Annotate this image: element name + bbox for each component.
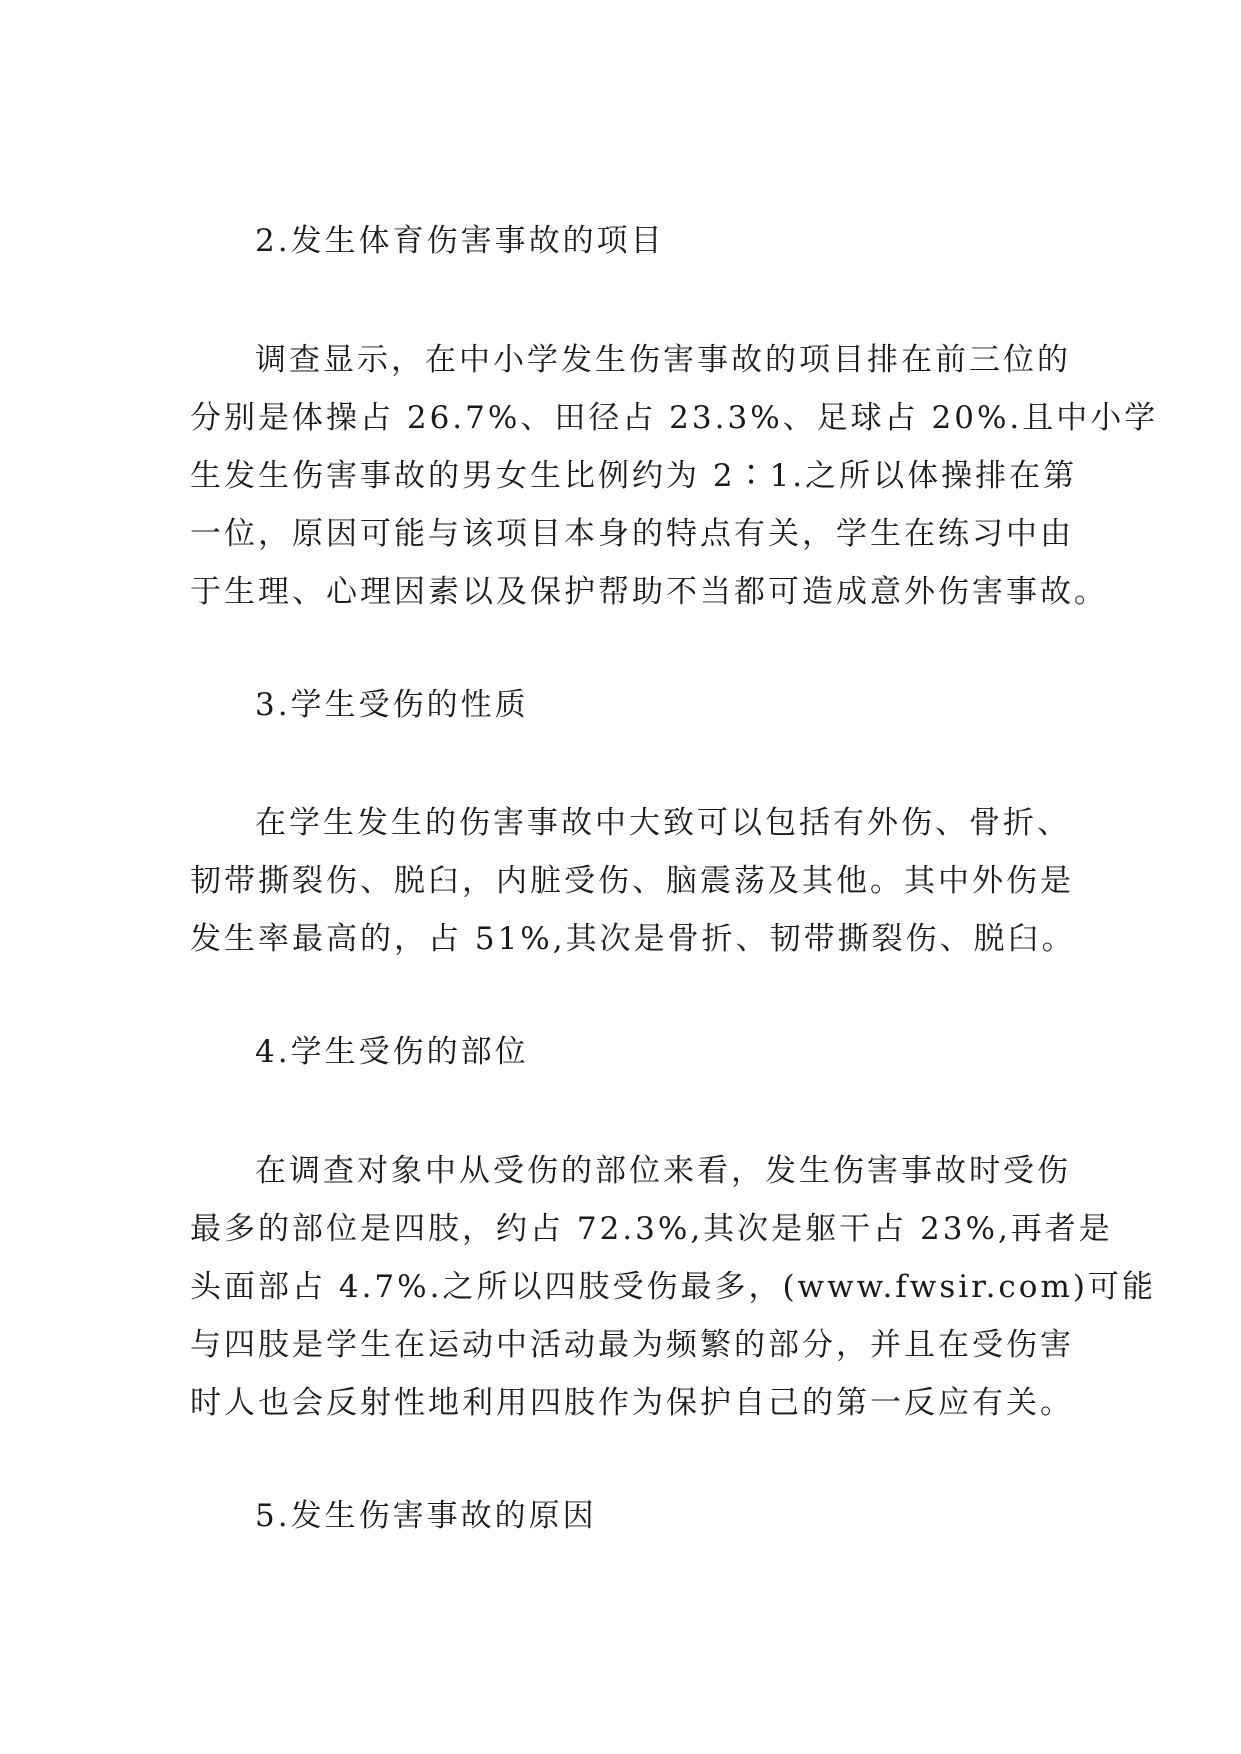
paragraph-line: 与四肢是学生在运动中活动最为频繁的部分，并且在受伤害 [190,1327,1074,1363]
paragraph-line: 于生理、心理因素以及保护帮助不当都可造成意外伤害事故。 [190,574,1108,610]
paragraph-line: 在调查对象中从受伤的部位来看，发生伤害事故时受伤 [255,1153,1071,1189]
paragraph-line: 分别是体操占 26.7%、田径占 23.3%、足球占 20%.且中小学 [190,400,1159,436]
section-heading-2: 2.发生体育伤害事故的项目 [255,223,665,259]
section-heading-3: 3.学生受伤的性质 [255,687,529,723]
paragraph-line: 时人也会反射性地利用四肢作为保护自己的第一反应有关。 [190,1385,1074,1421]
section-heading-4: 4.学生受伤的部位 [255,1034,529,1070]
paragraph-line: 一位，原因可能与该项目本身的特点有关，学生在练习中由 [190,516,1074,552]
paragraph-line: 发生率最高的，占 51%,其次是骨折、韧带撕裂伤、脱臼。 [190,921,1076,957]
paragraph-line: 韧带撕裂伤、脱臼，内脏受伤、脑震荡及其他。其中外伤是 [190,863,1074,899]
paragraph-line: 在学生发生的伤害事故中大致可以包括有外伤、骨折、 [255,805,1071,841]
section-paragraph-4 [190,1151,1156,1441]
section-paragraph-3 [190,803,1076,977]
paragraph-line: 生发生伤害事故的男女生比例约为 2∶1.之所以体操排在第 [190,458,1078,494]
paragraph-line: 调查显示，在中小学发生伤害事故的项目排在前三位的 [255,342,1071,378]
paragraph-line: 最多的部位是四肢，约占 72.3%,其次是躯干占 23%,再者是 [190,1211,1113,1247]
section-paragraph-2 [190,340,1159,630]
paragraph-line: 头面部占 4.7%.之所以四肢受伤最多，(www.fwsir.com)可能 [190,1269,1156,1305]
section-heading-5: 5.发生伤害事故的原因 [255,1498,597,1534]
